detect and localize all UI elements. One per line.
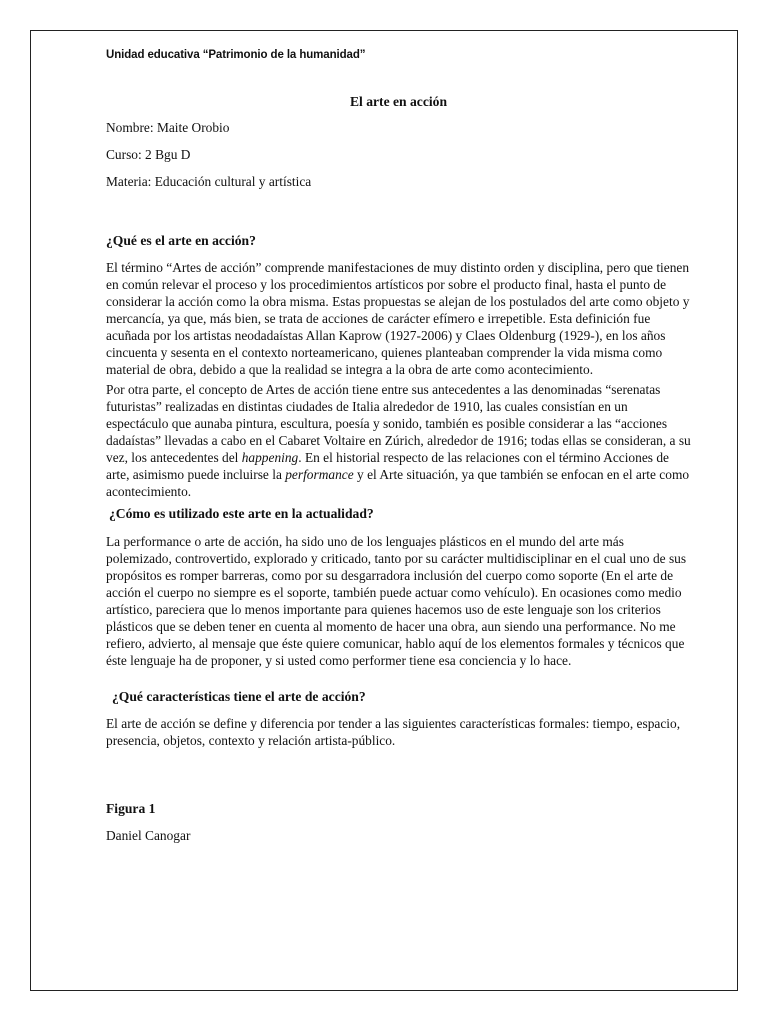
document-page <box>30 30 738 991</box>
paragraph-antecedents-part-3: y el Arte situación, ya que también se enfocan en el arte como acontecimiento. <box>106 467 690 499</box>
subject-line: Materia: Educación cultural y artística <box>106 174 312 189</box>
section-heading-what-is: ¿Qué es el arte en acción? <box>106 233 256 248</box>
school-name: Unidad educativa “Patrimonio de la humanidad” <box>106 49 366 61</box>
paragraph-definition: El término “Artes de acción” comprende manifestaciones de muy distinto orden y disciplina, pero que tienen en común relevar el proceso y los procedimientos artísticos por sobre el producto final, hasta el punto de considerar la acción como la obra misma. Estas propuestas se alejan de los postulados del arte como objeto y mercancía, ya que, más bien, se trata de acciones de carácter efímero e irrepetible. Esta definición fue acuñada por los artistas neodadaístas Allan Kaprow (1927-2006) y Claes Oldenburg (1929-), en los años cincuenta y sesenta en el contexto norteamericano, quienes planteaban comprender la vida misma como material de obra, debido a que la realidad se integra a la obra de arte como acontecimiento. <box>106 260 690 377</box>
paragraph-current-use: La performance o arte de acción, ha sido uno de los lenguajes plásticos en el mundo del arte más polemizado, controvertido, explorado y criticado, tanto por su carácter multidisciplinar en el cual uno de sus propósitos es romper barreras, como por su desgarradora inclusión del cuerpo como soporte (En el arte de acción el cuerpo no siempre es el soporte, también puede actuar como vehículo). En ocasiones como medio artístico, pareciera que lo menos importante para quienes hacemos uso de este lenguaje son los criterios plásticos que se deben tener en cuenta al momento de hacer una obra, aun siendo una performance. No me refiero, advierto, al mensaje que éste quiere comunicar, hablo aquí de los elementos formales y técnicos que éste lenguaje ha de proponer, y si usted como performer tiene esa conciencia y lo hace. <box>106 534 687 668</box>
section-heading-current-use: ¿Cómo es utilizado este arte en la actualidad? <box>109 506 374 521</box>
term-performance: performance <box>285 467 354 482</box>
paragraph-antecedents-part-2: . En el historial respecto de las relaciones con el término Acciones de arte, asimismo puede incluirse la <box>106 450 669 482</box>
paragraph-antecedents <box>106 381 691 500</box>
paragraph-characteristics: El arte de acción se define y diferencia por tender a las siguientes características formales: tiempo, espacio, presencia, objetos, contexto y relación artista-público. <box>106 716 681 748</box>
paragraph-antecedents-part-1: Por otra parte, el concepto de Artes de acción tiene entre sus antecedentes a las denominadas “serenatas futuristas” realizadas en distintas ciudades de Italia alrededor de 1910, las cuales consistían en un espectáculo que aunaba pintura, escultura, poesía y sonido, también es posible considerar a las “acciones dadaístas” llevadas a cabo en el Cabaret Voltaire en Zúrich, alrededor de 1916; todas ellas se consideran, a su vez, los antecedentes del <box>106 382 691 465</box>
term-happening: happening <box>241 450 299 465</box>
document-body <box>106 45 691 844</box>
figure-caption: Daniel Canogar <box>106 828 191 843</box>
figure-title: Figura 1 <box>106 801 156 816</box>
section-heading-characteristics: ¿Qué características tiene el arte de acción? <box>112 689 366 704</box>
student-name: Nombre: Maite Orobio <box>106 120 230 135</box>
document-title: El arte en acción <box>349 94 448 109</box>
course-line: Curso: 2 Bgu D <box>106 147 191 162</box>
